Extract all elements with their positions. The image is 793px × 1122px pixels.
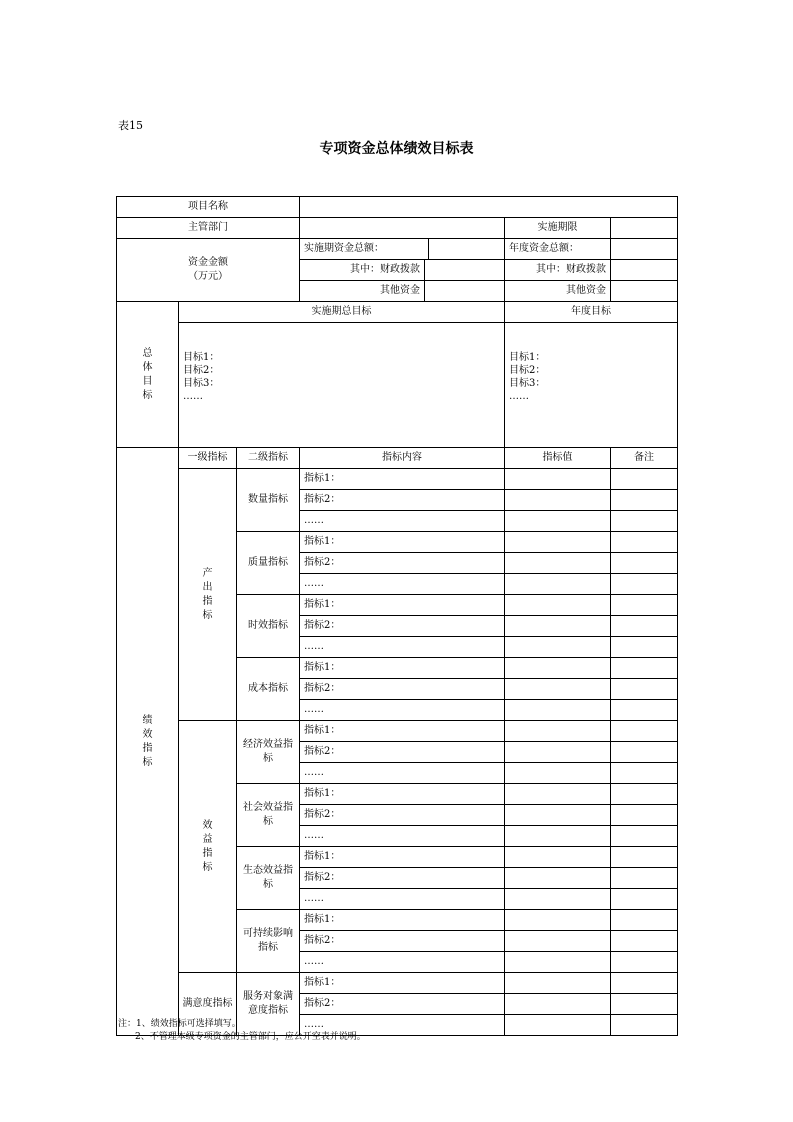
indicator-content[interactable]: ……	[300, 952, 505, 973]
footnote-1: 注：1、绩效指标可选择填写。	[118, 1019, 241, 1029]
indicator-content[interactable]: 指标1：	[300, 973, 505, 994]
indicator-value[interactable]	[505, 784, 611, 805]
period-goal-line: 目标1：	[183, 352, 220, 363]
row-funds-total	[117, 239, 678, 260]
period-label: 实施期限	[505, 218, 611, 239]
indicator-note[interactable]	[611, 910, 678, 931]
indicator-note[interactable]	[611, 721, 678, 742]
funds-label	[117, 239, 300, 302]
annual-goal-line: 目标2：	[509, 365, 546, 376]
indicator-content[interactable]: 指标1：	[300, 910, 505, 931]
indicator-content[interactable]: ……	[300, 889, 505, 910]
indicator-note[interactable]	[611, 637, 678, 658]
indicator-value[interactable]	[505, 847, 611, 868]
indicator-value[interactable]	[505, 595, 611, 616]
indicator-note[interactable]	[611, 490, 678, 511]
period-fiscal-value[interactable]	[425, 260, 504, 280]
annual-goal-header: 年度目标	[505, 302, 678, 323]
period-goal-content[interactable]	[179, 323, 505, 448]
indicator-note[interactable]	[611, 973, 678, 994]
indicator-content[interactable]: 指标1：	[300, 658, 505, 679]
indicator-note[interactable]	[611, 595, 678, 616]
project-name-cell[interactable]	[300, 197, 678, 218]
indicator-note[interactable]	[611, 511, 678, 532]
indicator-value[interactable]	[505, 637, 611, 658]
performance-goal-table	[116, 196, 678, 1036]
indicator-note[interactable]	[611, 532, 678, 553]
col-value-header: 指标值	[505, 448, 611, 469]
level1-indicator: 产出指标	[179, 469, 237, 721]
indicator-value[interactable]	[505, 511, 611, 532]
indicator-value[interactable]	[505, 742, 611, 763]
level2-indicator: 成本指标	[237, 658, 300, 721]
row-goal-headers	[117, 302, 678, 323]
footnote-2: 2、不管理本级专项资金的主管部门，应公开空表并说明。	[135, 1032, 366, 1042]
period-cell[interactable]	[611, 218, 678, 239]
indicator-value[interactable]	[505, 1015, 611, 1036]
indicator-value[interactable]	[505, 532, 611, 553]
indicator-content[interactable]: 指标1：	[300, 721, 505, 742]
indicator-value[interactable]	[505, 826, 611, 847]
level1-indicator: 满意度指标	[179, 973, 237, 1036]
indicator-content[interactable]: 指标2：	[300, 742, 505, 763]
indicator-value[interactable]	[505, 658, 611, 679]
indicator-note[interactable]	[611, 763, 678, 784]
indicator-value[interactable]	[505, 490, 611, 511]
level2-indicator: 社会效益指标	[237, 784, 300, 847]
project-name-label: 项目名称	[117, 197, 300, 218]
level2-indicator: 经济效益指标	[237, 721, 300, 784]
annual-goal-line: 目标1：	[509, 352, 546, 363]
period-total-label: 实施期资金总额：	[300, 239, 429, 259]
indicator-value[interactable]	[505, 721, 611, 742]
period-fiscal-label: 其中：财政拨款	[300, 260, 425, 280]
row-goal-content	[117, 323, 678, 448]
indicator-value[interactable]	[505, 700, 611, 721]
row-project-name	[117, 197, 678, 218]
indicator-content[interactable]: ……	[300, 826, 505, 847]
funds-label-text: 资金金额	[188, 257, 228, 268]
annual-goal-line: 目标3：	[509, 378, 546, 389]
indicator-note[interactable]	[611, 805, 678, 826]
period-other-cell	[300, 281, 505, 302]
funds-unit-text: （万元）	[188, 271, 228, 282]
level2-indicator: 服务对象满意度指标	[237, 973, 300, 1036]
indicator-value[interactable]	[505, 910, 611, 931]
level2-indicator: 质量指标	[237, 532, 300, 595]
annual-other-label: 其他资金	[505, 281, 611, 302]
level2-indicator: 可持续影响指标	[237, 910, 300, 973]
indicator-note[interactable]	[611, 826, 678, 847]
level2-indicator: 数量指标	[237, 469, 300, 532]
period-goal-header: 实施期总目标	[179, 302, 505, 323]
indicator-content[interactable]: 指标2：	[300, 679, 505, 700]
col-note-header: 备注	[611, 448, 678, 469]
indicator-note[interactable]	[611, 679, 678, 700]
indicator-content[interactable]: 指标2：	[300, 931, 505, 952]
indicator-value[interactable]	[505, 616, 611, 637]
indicator-note[interactable]	[611, 469, 678, 490]
indicator-value[interactable]	[505, 553, 611, 574]
indicator-content[interactable]: 指标1：	[300, 595, 505, 616]
indicator-content[interactable]: 指标2：	[300, 994, 505, 1015]
col-content-header: 指标内容	[300, 448, 505, 469]
indicator-note[interactable]	[611, 658, 678, 679]
period-other-value[interactable]	[425, 281, 504, 301]
department-cell[interactable]	[300, 218, 505, 239]
indicator-note[interactable]	[611, 994, 678, 1015]
indicator-note[interactable]	[611, 784, 678, 805]
annual-fiscal-label: 其中：财政拨款	[505, 260, 611, 281]
indicator-value[interactable]	[505, 952, 611, 973]
indicator-note[interactable]	[611, 931, 678, 952]
level2-indicator: 时效指标	[237, 595, 300, 658]
indicator-value[interactable]	[505, 889, 611, 910]
indicator-note[interactable]	[611, 952, 678, 973]
performance-indicators-label: 绩效指标	[117, 448, 179, 1036]
row-department	[117, 218, 678, 239]
indicator-note[interactable]	[611, 574, 678, 595]
period-goal-line: 目标3：	[183, 378, 220, 389]
period-other-label: 其他资金	[300, 281, 425, 301]
indicator-content[interactable]: ……	[300, 1015, 505, 1036]
indicator-content[interactable]: 指标2：	[300, 868, 505, 889]
period-goal-line: ……	[183, 391, 203, 402]
col-level2-header: 二级指标	[237, 448, 300, 469]
indicator-content[interactable]: 指标1：	[300, 469, 505, 490]
indicator-note[interactable]	[611, 847, 678, 868]
indicator-note[interactable]	[611, 700, 678, 721]
col-level1-header: 一级指标	[179, 448, 237, 469]
indicator-value[interactable]	[505, 931, 611, 952]
period-fiscal-cell	[300, 260, 505, 281]
indicator-note[interactable]	[611, 616, 678, 637]
level1-indicator: 效益指标	[179, 721, 237, 973]
period-total-cell	[300, 239, 505, 260]
period-total-value[interactable]	[429, 239, 504, 259]
indicator-content[interactable]: 指标1：	[300, 532, 505, 553]
table-number: 表15	[118, 119, 143, 132]
indicator-row	[117, 469, 678, 490]
page-title: 专项资金总体绩效目标表	[319, 141, 474, 157]
footnotes	[118, 1018, 366, 1044]
indicator-note[interactable]	[611, 889, 678, 910]
indicator-content[interactable]: 指标1：	[300, 847, 505, 868]
annual-total-value[interactable]	[611, 239, 678, 260]
department-label: 主管部门	[117, 218, 300, 239]
annual-goal-line: ……	[509, 391, 530, 402]
indicator-note[interactable]	[611, 868, 678, 889]
indicator-value[interactable]	[505, 574, 611, 595]
indicator-content[interactable]: 指标2：	[300, 490, 505, 511]
indicator-content[interactable]: ……	[300, 574, 505, 595]
indicator-note[interactable]	[611, 1015, 678, 1036]
annual-other-value[interactable]	[611, 281, 678, 302]
annual-total-label: 年度资金总额：	[505, 239, 611, 260]
indicator-value[interactable]	[505, 973, 611, 994]
indicator-content[interactable]: ……	[300, 637, 505, 658]
indicator-row	[117, 721, 678, 742]
indicator-value[interactable]	[505, 868, 611, 889]
annual-goal-content[interactable]	[505, 323, 678, 448]
indicator-content[interactable]: ……	[300, 511, 505, 532]
indicator-content[interactable]: 指标2：	[300, 553, 505, 574]
period-goal-line: 目标2：	[183, 365, 220, 376]
level2-indicator: 生态效益指标	[237, 847, 300, 910]
indicator-value[interactable]	[505, 763, 611, 784]
indicator-value[interactable]	[505, 805, 611, 826]
annual-fiscal-value[interactable]	[611, 260, 678, 281]
indicator-value[interactable]	[505, 679, 611, 700]
row-indicator-headers	[117, 448, 678, 469]
indicator-content[interactable]: 指标2：	[300, 616, 505, 637]
indicator-content[interactable]: ……	[300, 700, 505, 721]
indicator-value[interactable]	[505, 469, 611, 490]
indicator-content[interactable]: ……	[300, 763, 505, 784]
indicator-note[interactable]	[611, 742, 678, 763]
indicator-value[interactable]	[505, 994, 611, 1015]
overall-goal-label: 总体目标	[117, 302, 179, 448]
indicator-content[interactable]: 指标2：	[300, 805, 505, 826]
indicator-row	[117, 973, 678, 994]
indicator-content[interactable]: 指标1：	[300, 784, 505, 805]
indicator-note[interactable]	[611, 553, 678, 574]
